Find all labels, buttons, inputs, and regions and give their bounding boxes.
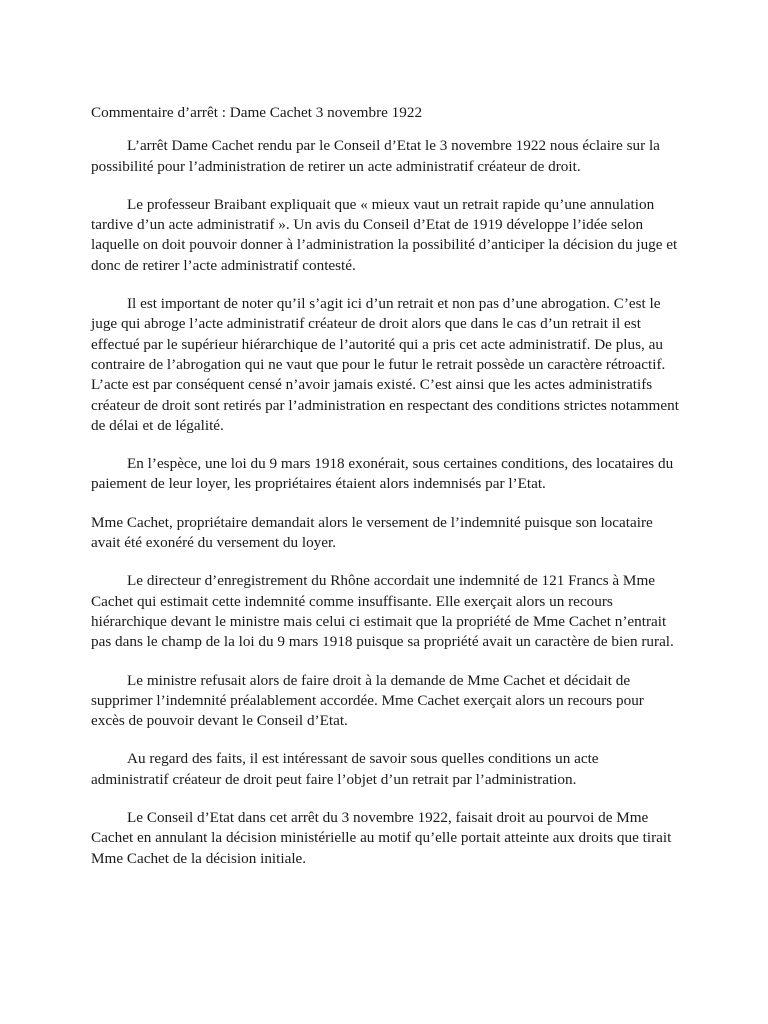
paragraph-facts-law-1918: En l’espèce, une loi du 9 mars 1918 exonérait, sous certaines conditions, des locataires du paiement de leur loyer, les propriétaires étaient alors indemnisés par l’Etat. — [91, 455, 674, 493]
paragraph-braibant-quote: Le professeur Braibant expliquait que « mieux vaut un retrait rapide qu’une annulation tardive d’un acte administratif ». Un avis du Conseil d’Etat de 1919 développe l’idée selon laquelle on doit pouvoir donner à l’administration la possibilité d’anticiper la décision du juge et donc de retirer l’acte administratif contesté. — [91, 195, 678, 274]
paragraph-minister-refusal: Le ministre refusait alors de faire droit à la demande de Mme Cachet et décidait de supprimer l’indemnité préalablement accordée. Mme Cachet exerçait alors un recours pour excès de pouvoir devant le Conseil d’Etat. — [91, 671, 644, 730]
document-title: Commentaire d’arrêt : Dame Cachet 3 novembre 1922 — [91, 104, 423, 121]
paragraph-retrait-vs-abrogation: Il est important de noter qu’il s’agit ici d’un retrait et non pas d’une abrogation. C’est le juge qui abroge l’acte administratif créateur de droit alors que dans le cas d’un retrait il est effectué par le supérieur hiérarchique de l’autorité qui a pris cet acte administratif. De plus, au contraire de l’abrogation qui ne vaut que pour le futur le retrait possède un caractère rétroactif. L’acte est par conséquent censé n’avoir jamais existé. C’est ainsi que les actes administratifs créateur de droit sont retirés par l’administration en respectant des conditions strictes notamment de délai et de légalité. — [91, 295, 679, 434]
paragraph-legal-question: Au regard des faits, il est intéressant de savoir sous quelles conditions un acte administratif créateur de droit peut faire l’objet d’un retrait par l’administration. — [91, 750, 599, 788]
paragraph-introduction: L’arrêt Dame Cachet rendu par le Conseil d’Etat le 3 novembre 1922 nous éclaire sur la possibilité pour l’administration de retirer un acte administratif créateur de droit. — [91, 137, 660, 175]
paragraph-mme-cachet-request: Mme Cachet, propriétaire demandait alors le versement de l’indemnité puisque son locataire avait été exonéré du versement du loyer. — [91, 513, 653, 552]
document-body — [91, 103, 679, 887]
paragraph-director-indemnity: Le directeur d’enregistrement du Rhône accordait une indemnité de 121 Francs à Mme Cachet qui estimait cette indemnité comme insuffisante. Elle exerçait alors un recours hiérarchique devant le ministre mais celui ci estimait que la propriété de Mme Cachet n’entrait pas dans le champ de la loi du 9 mars 1918 puisque sa propriété avait un caractère de bien rural. — [91, 572, 674, 651]
paragraph-conseil-decision: Le Conseil d’Etat dans cet arrêt du 3 novembre 1922, faisait droit au pourvoi de Mme Cachet en annulant la décision ministérielle au motif qu’elle portait atteinte aux droits que tirait Mme Cachet de la décision initiale. — [91, 809, 672, 867]
